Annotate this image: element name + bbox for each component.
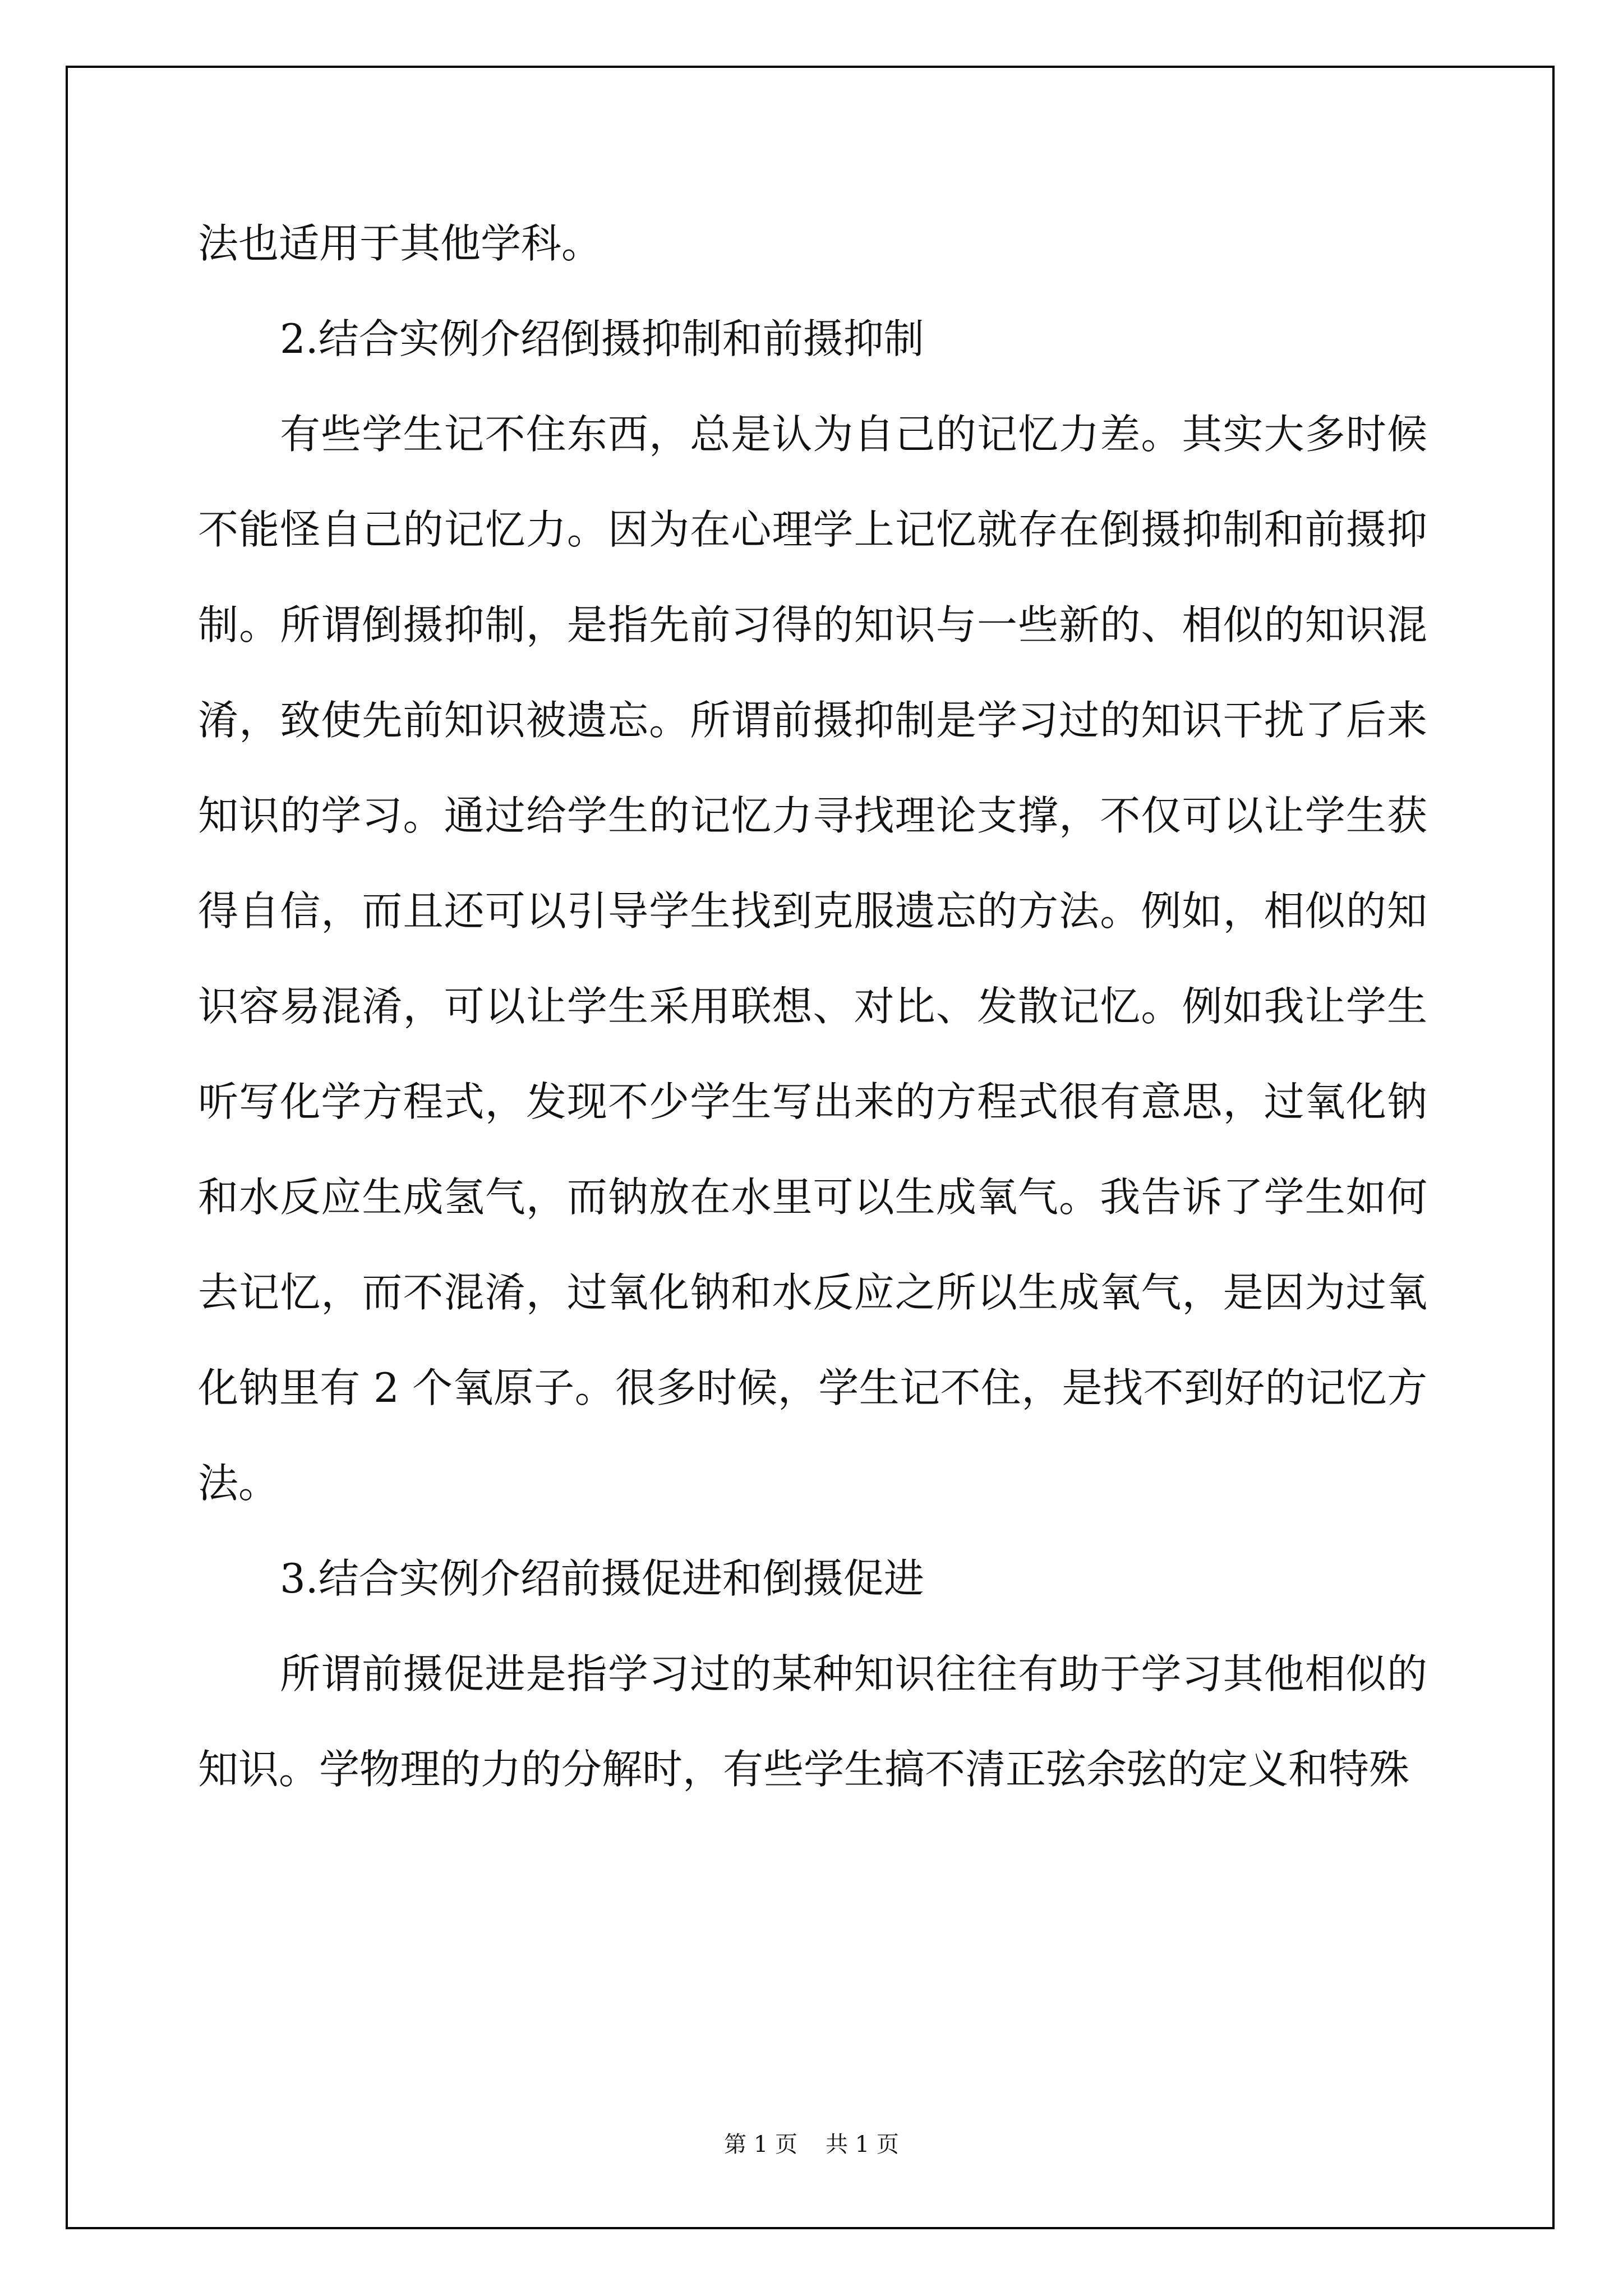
section-heading-2: 2.结合实例介绍倒摄抑制和前摄抑制 (280, 315, 924, 362)
paragraph-proactive-facilitation: 所谓前摄促进是指学习过的某种知识往往有助于学习其他相似的知识。学物理的力的分解时，有些学生搞不清正弦余弦的定义和特殊 (198, 1650, 1427, 1793)
page-number: 第 1 页 (724, 2132, 797, 2157)
section-heading-3: 3.结合实例介绍前摄促进和倒摄促进 (280, 1555, 924, 1602)
page-footer (0, 2129, 1623, 2160)
paragraph-continuation: 法也适用于其他学科。 (198, 220, 602, 267)
paragraph-memory-inhibition: 有些学生记不住东西，总是认为自己的记忆力差。其实大多时候不能怪自己的记忆力。因为在心理学上记忆就存在倒摄抑制和前摄抑制。所谓倒摄抑制，是指先前习得的知识与一些新的、相似的知识混淆，致使先前知识被遗忘。所谓前摄抑制是学习过的知识干扰了后来知识的学习。通过给学生的记忆力寻找理论支撑，不仅可以让学生获得自信，而且还可以引导学生找到克服遗忘的方法。例如，相似的知识容易混淆，可以让学生采用联想、对比、发散记忆。例如我让学生听写化学方程式，发现不少学生写出来的方程式很有意思，过氧化钠和水反应生成氢气，而钠放在水里可以生成氧气。我告诉了学生如何去记忆，而不混淆，过氧化钠和水反应之所以生成氧气，是因为过氧化钠里有 2 个氧原子。很多时候，学生记不住，是找不到好的记忆方法。 (198, 411, 1427, 1507)
total-pages: 共 1 页 (826, 2132, 899, 2157)
document-body (198, 196, 1427, 1817)
